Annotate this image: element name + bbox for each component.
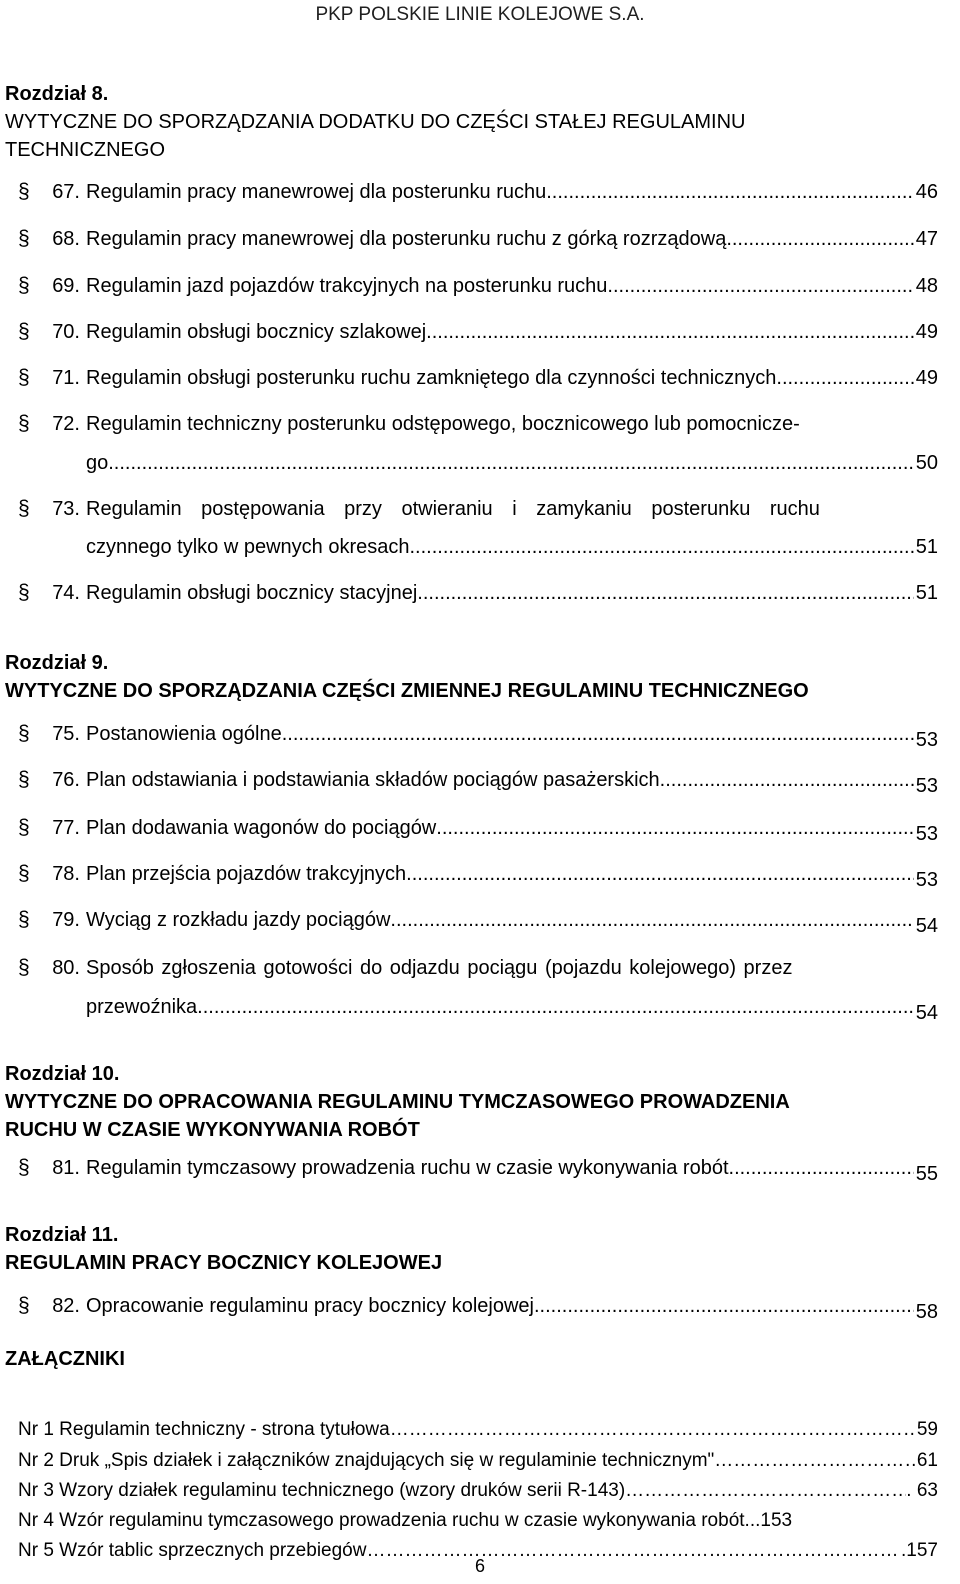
leader-dots (660, 766, 914, 794)
section-symbol: § (18, 274, 30, 297)
leader-dots (410, 533, 915, 561)
leader-dots (390, 1417, 917, 1443)
entry-title-line: Regulamin techniczny posterunku odstępowego, bocznicowego lub pomocnicze- (86, 413, 800, 435)
attachment-page: 61 (916, 1450, 938, 1471)
leader-dots (546, 178, 914, 206)
entry-number: 69. (52, 275, 80, 297)
chapter-title-line: REGULAMIN PRACY BOCZNICY KOLEJOWEJ (5, 1252, 443, 1274)
entry-title: Regulamin pracy manewrowej dla posterunku ruchu z górką rozrządową (86, 228, 727, 250)
chapter-title-line: TECHNICZNEGO (5, 139, 165, 161)
page-number: 6 (474, 1556, 485, 1576)
section-symbol: § (18, 581, 30, 604)
entry-title: Regulamin obsługi bocznicy szlakowej (86, 321, 427, 343)
entry-number: 73. (52, 498, 80, 520)
entry-number: 82. (52, 1295, 80, 1317)
entry-title-line: Regulamin postępowania przy otwieraniu i zamykaniu posterunku ruchu (86, 498, 820, 520)
entry-page: 46 (915, 181, 938, 203)
entry-title: czynnego tylko w pewnych okresach (86, 536, 410, 558)
leader-dots (534, 1292, 914, 1320)
entry-title: przewoźnika (86, 996, 198, 1018)
entry-number: 76. (52, 769, 80, 791)
attachment-entry[interactable] (18, 1448, 938, 1474)
chapter-9-heading (5, 649, 920, 705)
attachment-page: . 63 (906, 1480, 938, 1501)
attachment-title: Nr 5 Wzór tablic sprzecznych przebiegów (18, 1540, 367, 1561)
chapter-number: Rozdział 9. (5, 652, 109, 674)
entry-page: 53 (915, 869, 938, 891)
leader-dots (714, 1448, 917, 1474)
entry-title: Plan przejścia pojazdów trakcyjnych (86, 863, 407, 885)
entry-page: 54 (915, 1002, 938, 1024)
attachment-title: Nr 1 Regulamin techniczny - strona tytułowa (18, 1419, 390, 1440)
entry-number: 70. (52, 321, 80, 343)
entry-number: 71. (52, 367, 80, 389)
section-symbol: § (18, 816, 30, 839)
section-symbol: § (18, 497, 30, 520)
entry-title: Opracowanie regulaminu pracy bocznicy kolejowej (86, 1295, 534, 1317)
section-symbol: § (18, 366, 30, 389)
section-symbol: § (18, 862, 30, 885)
entry-number: 79. (52, 909, 80, 931)
entry-title-line: Sposób zgłoszenia gotowości do odjazdu pociągu (pojazdu kolejowego) przez (86, 957, 793, 979)
chapter-10-heading (5, 1060, 920, 1144)
entry-page: 58 (915, 1301, 938, 1323)
attachment-title: Nr 2 Druk „Spis działek i załączników znajdujących się w regulaminie technicznym" (18, 1450, 715, 1471)
attachment-page: .157 (901, 1540, 938, 1561)
entry-page: 55 (915, 1163, 938, 1185)
entry-number: 80. (52, 957, 80, 979)
entry-title: Wyciąg z rozkładu jazdy pociągów (86, 909, 391, 931)
section-symbol: § (18, 1156, 30, 1179)
entry-page: 47 (915, 228, 938, 250)
entry-page: 51 (915, 582, 938, 604)
chapter-title-line: RUCHU W CZASIE WYKONYWANIA ROBÓT (5, 1119, 420, 1141)
attachment-entry[interactable] (18, 1508, 938, 1534)
leader-dots (406, 860, 914, 888)
section-symbol: § (18, 722, 30, 745)
chapter-8-heading (5, 80, 920, 164)
entry-number: 75. (52, 723, 80, 745)
entry-title: Regulamin pracy manewrowej dla posterunku ruchu (86, 181, 547, 203)
chapter-title-line: WYTYCZNE DO SPORZĄDZANIA CZĘŚCI ZMIENNEJ REGULAMINU TECHNICZNEGO (5, 680, 809, 702)
entry-page: 53 (915, 729, 938, 751)
leader-dots (426, 318, 914, 346)
entry-page: 51 (915, 536, 938, 558)
entry-title: Regulamin obsługi posterunku ruchu zamkniętego dla czynności technicznych (86, 367, 777, 389)
entry-number: 77. (52, 817, 80, 839)
attachment-page: 59 (916, 1419, 938, 1440)
entry-page: 49 (915, 367, 938, 389)
attachment-entry[interactable] (18, 1478, 938, 1504)
leader-dots (726, 225, 914, 253)
chapter-number: Rozdział 11. (5, 1224, 119, 1246)
entry-page: 53 (915, 775, 938, 797)
entry-page: 48 (915, 275, 938, 297)
entry-number: 81. (52, 1157, 80, 1179)
leader-dots (436, 814, 914, 842)
entry-title: Regulamin jazd pojazdów trakcyjnych na posterunku ruchu (86, 275, 608, 297)
entry-title: go (86, 452, 109, 474)
leader-dots (625, 1478, 906, 1504)
entry-title: Postanowienia ogólne (86, 723, 282, 745)
leader-dots (197, 993, 914, 1021)
section-symbol: § (18, 180, 30, 203)
entry-page: 50 (915, 452, 938, 474)
section-symbol: § (18, 956, 30, 979)
attachment-title: Nr 4 Wzór regulaminu tymczasowego prowadzenia ruchu w czasie wykonywania robót (18, 1510, 745, 1531)
entry-title: Plan dodawania wagonów do pociągów (86, 817, 437, 839)
entry-number: 67. (52, 181, 80, 203)
section-symbol: § (18, 320, 30, 343)
section-symbol: § (18, 908, 30, 931)
entry-number: 74. (52, 582, 80, 604)
attachment-entry[interactable] (18, 1417, 938, 1443)
leader-dots (282, 720, 914, 748)
entry-title: Plan odstawiania i podstawiania składów pociągów pasażerskich (86, 769, 660, 791)
section-symbol: § (18, 227, 30, 250)
section-symbol: § (18, 1294, 30, 1317)
entry-title: Regulamin obsługi bocznicy stacyjnej (86, 582, 418, 604)
entry-page: 49 (915, 321, 938, 343)
section-symbol: § (18, 412, 30, 435)
chapter-number: Rozdział 8. (5, 83, 109, 105)
leader-dots (390, 906, 914, 934)
attachment-page: ...153 (744, 1510, 793, 1531)
chapter-title-line: WYTYCZNE DO SPORZĄDZANIA DODATKU DO CZĘŚCI STAŁEJ REGULAMINU (5, 111, 746, 133)
attachments-heading: ZAŁĄCZNIKI (5, 1348, 125, 1370)
leader-dots (729, 1154, 914, 1182)
leader-dots (607, 272, 914, 300)
entry-number: 68. (52, 228, 80, 250)
entry-title: Regulamin tymczasowy prowadzenia ruchu w czasie wykonywania robót (86, 1157, 729, 1179)
chapter-number: Rozdział 10. (5, 1063, 120, 1085)
leader-dots (776, 364, 914, 392)
chapter-title-line: WYTYCZNE DO OPRACOWANIA REGULAMINU TYMCZASOWEGO PROWADZENIA (5, 1091, 790, 1113)
leader-dots (108, 449, 914, 477)
page-header: PKP POLSKIE LINIE KOLEJOWE S.A. (315, 4, 645, 25)
section-symbol: § (18, 768, 30, 791)
entry-number: 78. (52, 863, 80, 885)
entry-page: 53 (915, 823, 938, 845)
entry-number: 72. (52, 413, 80, 435)
chapter-11-heading (5, 1221, 920, 1277)
attachment-title: Nr 3 Wzory działek regulaminu technicznego (wzory druków serii R-143) (18, 1480, 626, 1501)
leader-dots (417, 579, 914, 607)
entry-page: 54 (915, 915, 938, 937)
